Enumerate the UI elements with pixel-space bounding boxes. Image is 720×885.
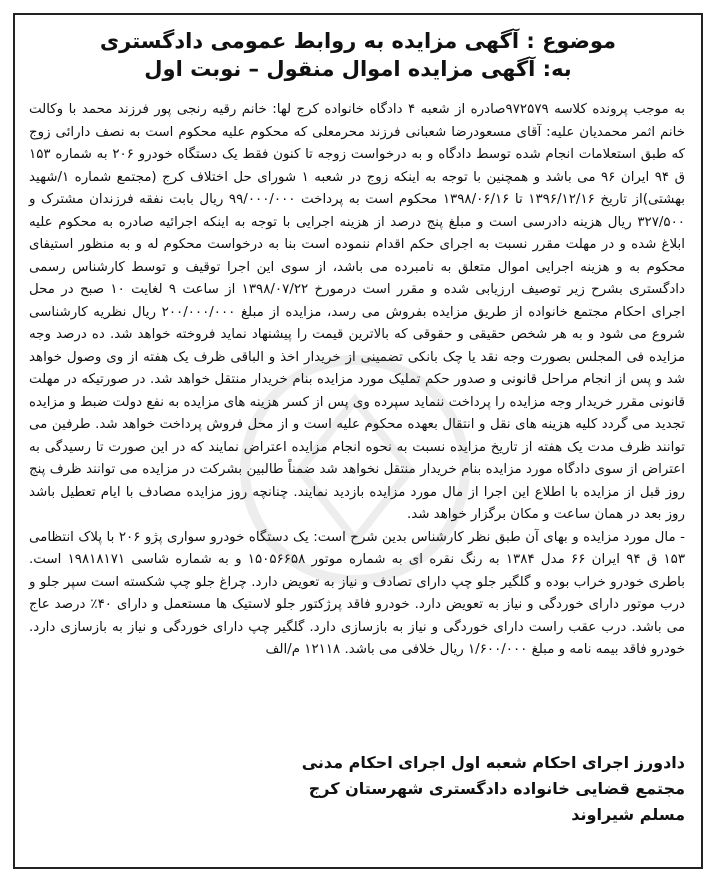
body-paragraph-1: به موجب پرونده کلاسه ۹۷۲۵۷۹صادره از شعبه ۴ دادگاه خانواده کرج لها: خانم رقیه رنجی پور فرزند محمد با وکالت خانم اثمر محمدیان علیه: آقای مسعودرضا شعبانی فرزند محرمعلی که محکوم علیه محکوم است به نصف دارائی زوج که طبق استعلامات انجام شده توسط دادگاه و به درخواست زوجه تا کنون فقط یک دستگاه خودرو ۲۰۶ به شماره ۱۵۳ ق ۹۴ ایران ۹۶ می باشد و همچنین با توجه به اینکه زوج در شعبه ۱ شورای حل اختلاف کرج (مجتمع شماره ۱/شهید بهشتی)از تاریخ ۱۳۹۶/۱۲/۱۶ تا ۱۳۹۸/۰۶/۱۶ محکوم است به پرداخت ۹۹/۰۰۰/۰۰۰ ریال بابت نفقه فرزندان مشترک و ۳۲۷/۵۰۰ ریال هزینه دادرسی است و مبلغ پنج درصد از هزینه اجرایی با توجه به اینکه اجرائیه صادره به محکوم علیه ابلاغ شده و در مهلت مقرر نسبت به اجرای حکم اقدام ننموده است بنا به درخواست محکوم له و به منظور استیفای محکوم به و هزینه اجرایی اموال متعلق به نامبرده می باشد، از سوی این اجرا توقیف و توسط کارشناس رسمی دادگستری بشرح زیر توصیف ارزیابی شده و مقرر است درمورخ ۱۳۹۸/۰۷/۲۲ از ساعت ۹ لغایت ۱۰ صبح در محل اجرای احکام مجتمع خانواده از طریق مزایده بفروش می رسد، مزایده از مبلغ ۲۰۰/۰۰۰/۰۰۰ ریال نظریه کارشناسی شروع می شود و به هر شخص حقیقی و حقوقی که بالاترین قیمت را پیشنهاد نماید فروخته خواهد شد. ده درصد وجه مزایده فی المجلس بصورت وجه نقد یا چک بانکی تضمینی از خریدار اخذ و الباقی ظرف یک هفته از وی وصول خواهد شد و پس از انجام مراحل قانونی و صدور حکم تملیک مورد مزایده بنام خریدار منتقل خواهد شد. در صورتیکه در مهلت قانونی مقرر خریدار وجه مزایده را پرداخت ننماید سپرده وی پس از کسر هزینه های مزایده به نفع دولت ضبط و مزایده تجدید می گردد کلیه هزینه های نقل و انتقال بعهده محکوم علیه است و از محل فروش پرداخت خواهد شد. طرفین می توانند ظرف مدت یک هفته از تاریخ مزایده نسبت به نحوه انجام مزایده اعتراض نمایند که در این صورت تا رسیدگی به اعتراض از سوی دادگاه مورد مزایده بنام خریدار منتقل نخواهد شد ضمناً طالبین بشرکت در مزایده می توانند ظرف پنج روز قبل از مزایده با اطلاع این اجرا از مال مورد مزایده بازدید نمایند. چنانچه روز مزایده مصادف با ایام تعطیل باشد روز بعد در همان ساعت و مکان برگزار خواهد شد. <box>29 102 685 522</box>
notice-subtitle: به: آگهی مزایده اموال منقول – نوبت اول <box>144 57 572 81</box>
notice-frame <box>13 13 703 869</box>
notice-title: موضوع : آگهی مزایده به روابط عمومی دادگستری <box>99 29 617 53</box>
notice-header <box>15 27 701 83</box>
signature-name: مسلم شیراوند <box>571 805 685 824</box>
notice-body <box>29 99 685 662</box>
body-paragraph-2: - مال مورد مزایده و بهای آن طبق نظر کارشناس بدین شرح است: یک دستگاه خودرو سواری پژو ۲۰۶ با پلاک انتظامی ۱۵۳ ق ۹۴ ایران ۶۶ مدل ۱۳۸۴ به رنگ نقره ای به شماره موتور ۱۵۰۵۶۶۵۸ و به شماره شاسی ۱۹۸۱۸۱۷۱ است. باطری خودرو خراب بوده و گلگیر جلو چپ دارای تصادف و نیاز به تعویض دارد. چراغ جلو چپ شکسته است سپر جلو و درب موتور دارای خوردگی و نیاز به تعویض دارد. خودرو فاقد پرژکتور جلو لاستیک ها مستعمل و دارای ۴۰٪ درصد عاج می باشد. درب عقب راست دارای خوردگی و نیاز به بازسازی دارد. گلگیر چپ دارای خوردگی و نیاز به بازسازی دارد. خودرو فاقد بیمه نامه و مبلغ ۱/۶۰۰/۰۰۰ ریال خلافی می باشد. ۱۲۱۱۸ م/الف <box>29 529 686 657</box>
signature-court: مجتمع قضایی خانواده دادگستری شهرستان کرج <box>308 779 685 798</box>
signature-block <box>302 750 685 828</box>
signature-title: دادورز اجرای احکام شعبه اول اجرای احکام مدنی <box>301 753 685 772</box>
